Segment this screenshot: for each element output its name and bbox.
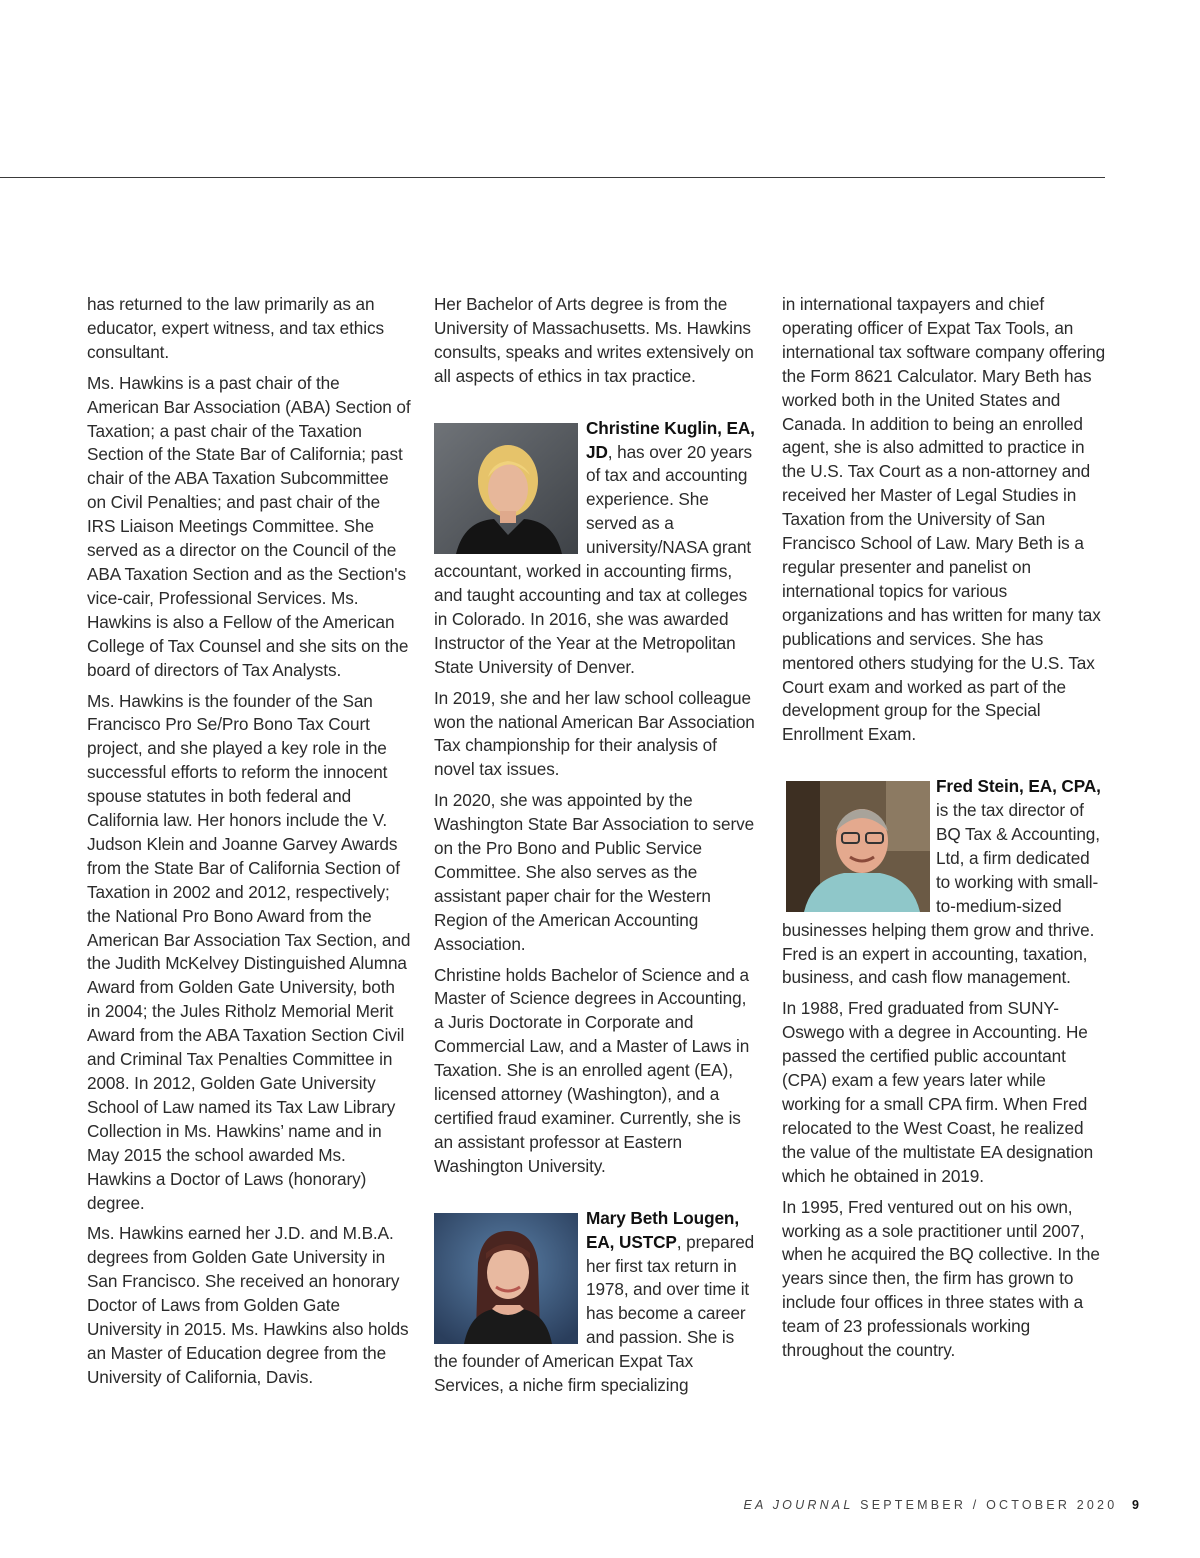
photo-mary-beth-lougen bbox=[434, 1213, 578, 1344]
header-rule bbox=[0, 177, 1105, 178]
column-1 bbox=[87, 293, 412, 1397]
paragraph: Ms. Hawkins earned her J.D. and M.B.A. degrees from Golden Gate University in San Francisco. She received an honorary Doctor of Laws from Golden Gate University in 2015. Ms. Hawkins also holds an Master of Education degree from the University of California, Davis. bbox=[87, 1223, 409, 1387]
person-name: Mary Beth Lougen, EA, USTCP bbox=[586, 1207, 739, 1252]
paragraph: Ms. Hawkins is the founder of the San Francisco Pro Se/Pro Bono Tax Court project, and she played a key role in the successful efforts to reform the innocent spouse statutes in both federal and California law. Her honors include the V. Judson Klein and Joanne Garvey Awards from the State Bar of California Section of Taxation in 2002 and 2012, respectively; the National Pro Bono Award from the American Bar Association Tax Section, and the Judith McKelvey Distinguished Alumna Award from Golden Gate University, both in 2004; the Jules Ritholz Memorial Merit Award from the ABA Taxation Section Civil and Criminal Tax Penalties Committee in 2008. In 2012, Golden Gate University School of Law named its Tax Law Library Collection in Ms. Hawkins’ name and in May 2015 the school awarded Ms. Hawkins a Doctor of Laws (honorary) degree. bbox=[87, 690, 411, 1213]
photo-fred-stein bbox=[786, 781, 930, 912]
paragraph: In 1995, Fred ventured out on his own, working as a sole practitioner until 2007, when he acquired the BQ collective. In the years since then, the firm has grown to include four offices in three states with a team of 23 professionals working throughout the country. bbox=[782, 1196, 1100, 1361]
person-name: Fred Stein, EA, CPA, bbox=[936, 776, 1101, 797]
paragraph: Ms. Hawkins is a past chair of the American Bar Association (ABA) Section of Taxation; a past chair of the Taxation Section of the State Bar of California; past chair of the ABA Taxation Subcommittee on Civil Penalties; and past chair of the IRS Liaison Meetings Committee. She served as a director on the Council of the ABA Taxation Section and as the Section's vice-cair, Professional Services. Ms. Hawkins is also a Fellow of the American College of Tax Counsel and she sits on the board of directors of Tax Analysts. bbox=[87, 372, 411, 680]
paragraph: in international taxpayers and chief operating officer of Expat Tax Tools, an international tax software company offering the Form 8621 Calculator. Mary Beth has worked both in the United States and Canada. In addition to being an enrolled agent, she is also admitted to practice in the U.S. Tax Court as a non-attorney and received her Master of Legal Studies in Taxation from the University of San Francisco School of Law. Mary Beth is a regular presenter and panelist on international topics for various organizations and has written for many tax publications and services. She has mentored others studying for the U.S. Tax Court exam and worked as part of the development group for the Special Enrollment Exam. bbox=[782, 294, 1106, 745]
bio-text: , prepared her first tax return in 1978, and over time it has become a career and passion. She is the founder of American Expat Tax Services, a niche firm specializing bbox=[434, 1231, 755, 1396]
paragraph: In 1988, Fred graduated from SUNY-Oswego with a degree in Accounting. He passed the certified public accountant (CPA) exam a few years later while working for a small CPA firm. When Fred relocated to the West Coast, he realized the value of the multistate EA designation which he obtained in 2019. bbox=[782, 998, 1094, 1186]
column-3 bbox=[782, 293, 1106, 1370]
person-name: Christine Kuglin, EA, JD bbox=[586, 417, 755, 462]
bio-text: , has over 20 years of tax and accounting experience. She served as a university/NASA grant accountant, worked in accounting firms, and taught accounting and tax at colleges in Colorado. In 2016, she was awarded Instructor of the Year at the Metropolitan State University of Denver. bbox=[434, 441, 753, 677]
paragraph: In 2020, she was appointed by the Washington State Bar Association to serve on the Pro Bono and Public Service Committee. She also serves as the assistant paper chair for the Western Region of the American Accounting Association. bbox=[434, 790, 755, 954]
journal-name: EA JOURNAL bbox=[743, 1498, 854, 1512]
paragraph: has returned to the law primarily as an educator, expert witness, and tax ethics consultant. bbox=[87, 294, 384, 362]
bio-mary-beth-lougen bbox=[434, 1207, 760, 1398]
column-2 bbox=[434, 293, 760, 1405]
photo-christine-kuglin bbox=[434, 423, 578, 554]
bio-fred-stein bbox=[782, 775, 1106, 990]
paragraph: In 2019, she and her law school colleague won the national American Bar Association Tax championship for their analysis of novel tax issues. bbox=[434, 687, 755, 780]
issue-date: SEPTEMBER / OCTOBER 2020 bbox=[860, 1498, 1118, 1512]
page-number: 9 bbox=[1132, 1498, 1139, 1512]
page-footer bbox=[743, 1498, 1139, 1512]
paragraph: Her Bachelor of Arts degree is from the University of Massachusetts. Ms. Hawkins consults, speaks and writes extensively on all aspects of ethics in tax practice. bbox=[434, 294, 754, 386]
paragraph: Christine holds Bachelor of Science and a Master of Science degrees in Accounting, a Juris Doctorate in Corporate and Commercial Law, and a Master of Laws in Taxation. She is an enrolled agent (EA), licensed attorney (Washington), and a certified fraud examiner. Currently, she is an assistant professor at Eastern Washington University. bbox=[434, 964, 750, 1176]
bio-christine-kuglin bbox=[434, 417, 760, 680]
bio-text: is the tax director of BQ Tax & Accounting, Ltd, a firm dedicated to working with small-to-medium-sized businesses helping them grow and thrive. Fred is an expert in accounting, taxation, business, and cash flow management. bbox=[782, 800, 1100, 988]
